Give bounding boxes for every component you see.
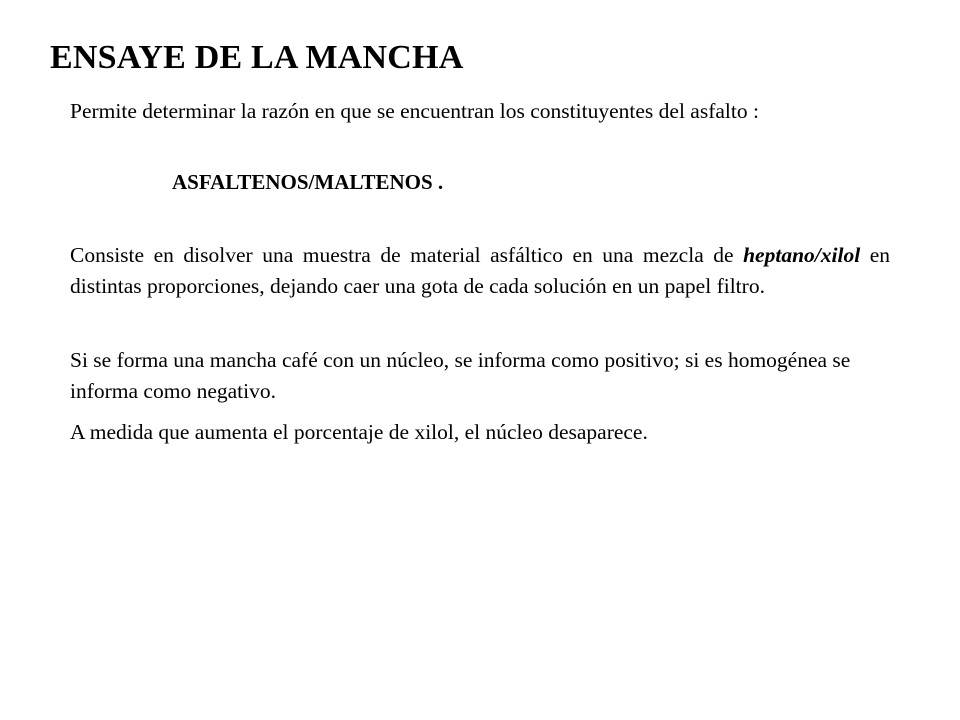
method-text-end: en distintas proporciones, dejando caer una gota de cada solución en un papel filtro. (70, 243, 890, 298)
result-paragraph: Si se forma una mancha café con un núcleo, se informa como positivo; si es homogénea se informa como negativo. (70, 348, 851, 403)
conclusion-paragraph: A medida que aumenta el porcentaje de xilol, el núcleo desaparece. (70, 420, 648, 444)
slide-title: ENSAYE DE LA MANCHA (50, 39, 464, 76)
intro-paragraph: Permite determinar la razón en que se encuentran los constituyentes del asfalto : (70, 99, 759, 123)
solvent-mixture-emphasis: heptano/xilol (743, 243, 861, 267)
method-paragraph (70, 240, 890, 302)
constituents-subheading: ASFALTENOS/MALTENOS . (172, 170, 444, 194)
method-text-start: Consiste en disolver una muestra de material asfáltico en una mezcla de (70, 243, 744, 267)
